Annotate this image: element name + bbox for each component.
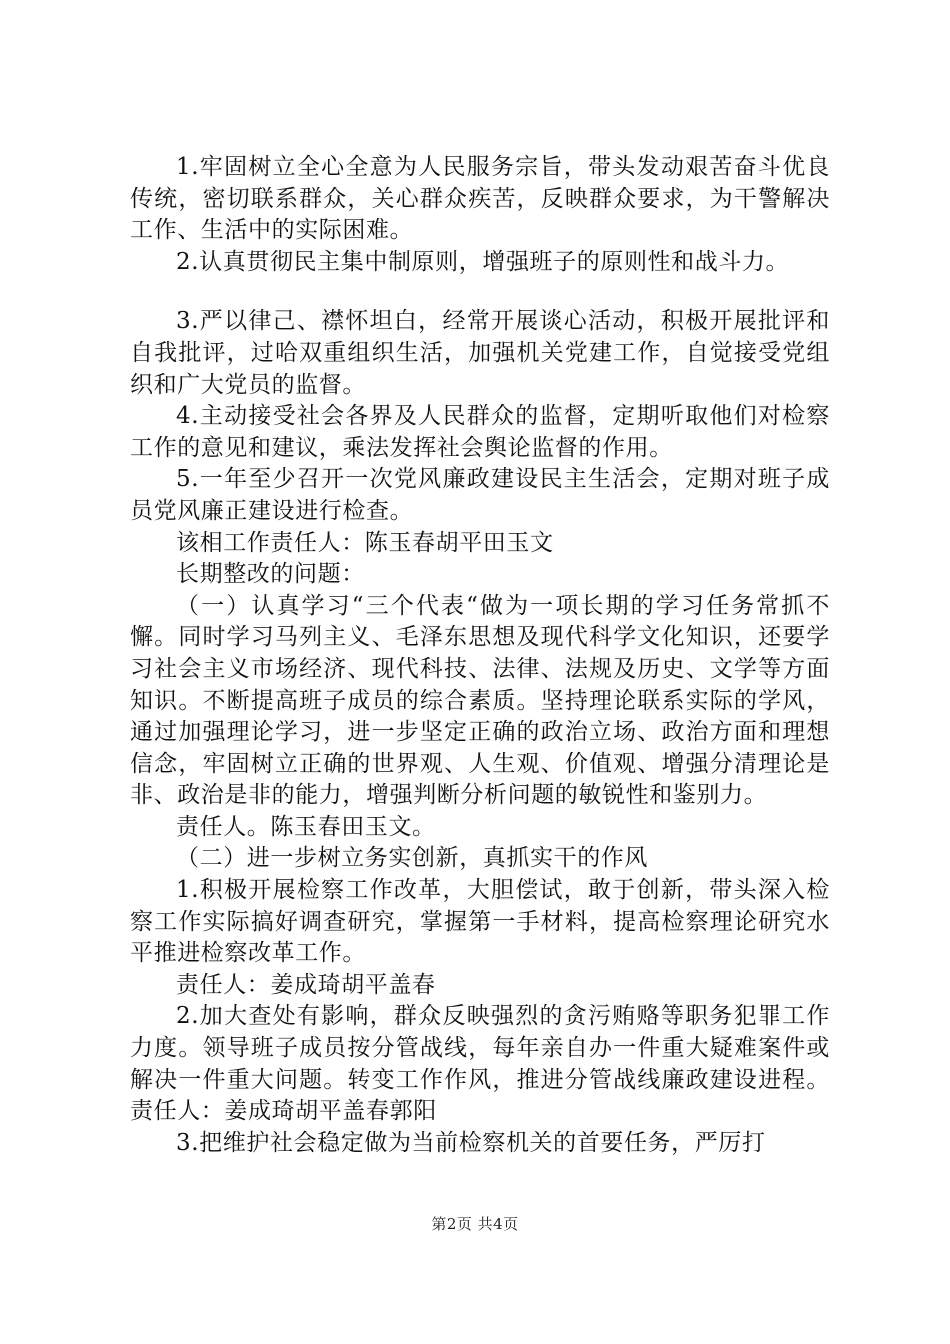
paragraph-item-2: 2.认真贯彻民主集中制原则，增强班子的原则性和战斗力。 — [176, 248, 790, 275]
paragraph-item-3-b: 3.把维护社会稳定做为当前检察机关的首要任务，严厉打 — [176, 1129, 766, 1156]
page-number-footer: 第2页 共4页 — [431, 1215, 519, 1233]
paragraph-item-1-b: 1.积极开展检察工作改革，大胆偿试，敢于创新，带头深入检察工作实际搞好调查研究，掌握第一手材料，提高检察理论研究水平推进检察改革工作。 — [130, 877, 830, 967]
paragraph-item-5: 5.一年至少召开一次党风廉政建设民主生活会，定期对班子成员党风廉正建设进行检查。 — [130, 466, 830, 524]
section-heading-long-term: 长期整改的问题： — [176, 561, 365, 588]
paragraph-item-2-b: 2.加大查处有影响，群众反映强烈的贪污贿赂等职务犯罪工作力度。领导班子成员按分管战线，每年亲自办一件重大疑难案件或解决一件重大问题。转变工作作风，推进分管战线廉政建设进程。责任人：姜成琦胡平盖春郭阳 — [130, 1003, 830, 1125]
paragraph-item-1: 1.牢固树立全心全意为人民服务宗旨，带头发动艰苦奋斗优良传统，密切联系群众，关心群众疾苦，反映群众要求，为干警解决工作、生活中的实际困难。 — [130, 154, 830, 244]
responsible-persons: 责任人：姜成琦胡平盖春 — [176, 971, 436, 998]
document-body — [130, 152, 830, 1159]
paragraph-item-4: 4.主动接受社会各界及人民群众的监督，定期听取他们对检察工作的意见和建议，乘法发挥社会舆论监督的作用。 — [130, 403, 830, 461]
paragraph-section-one: （一）认真学习“三个代表“做为一项长期的学习任务常抓不懈。同时学习马列主义、毛泽东思想及现代科学文化知识，还要学习社会主义市场经济、现代科技、法律、法规及历史、文学等方面知识。不断提高班子成员的综合素质。坚持理论联系实际的学风，通过加强理论学习，进一步坚定正确的政治立场、政治方面和理想信念，牢固树立正确的世界观、人生观、价值观、增强分清理论是非、政治是非的能力，增强判断分析问题的敏锐性和鉴别力。 — [130, 592, 830, 809]
paragraph-item-3: 3.严以律己、襟怀坦白，经常开展谈心活动，积极开展批评和自我批评，过哈双重组织生活，加强机关党建工作，自觉接受党组织和广大党员的监督。 — [130, 308, 830, 398]
responsible-persons: 该相工作责任人：陈玉春胡平田玉文 — [176, 529, 554, 556]
section-heading-two: （二）进一步树立务实创新，真抓实干的作风 — [176, 845, 648, 872]
responsible-persons: 责任人。陈玉春田玉文。 — [176, 813, 436, 840]
